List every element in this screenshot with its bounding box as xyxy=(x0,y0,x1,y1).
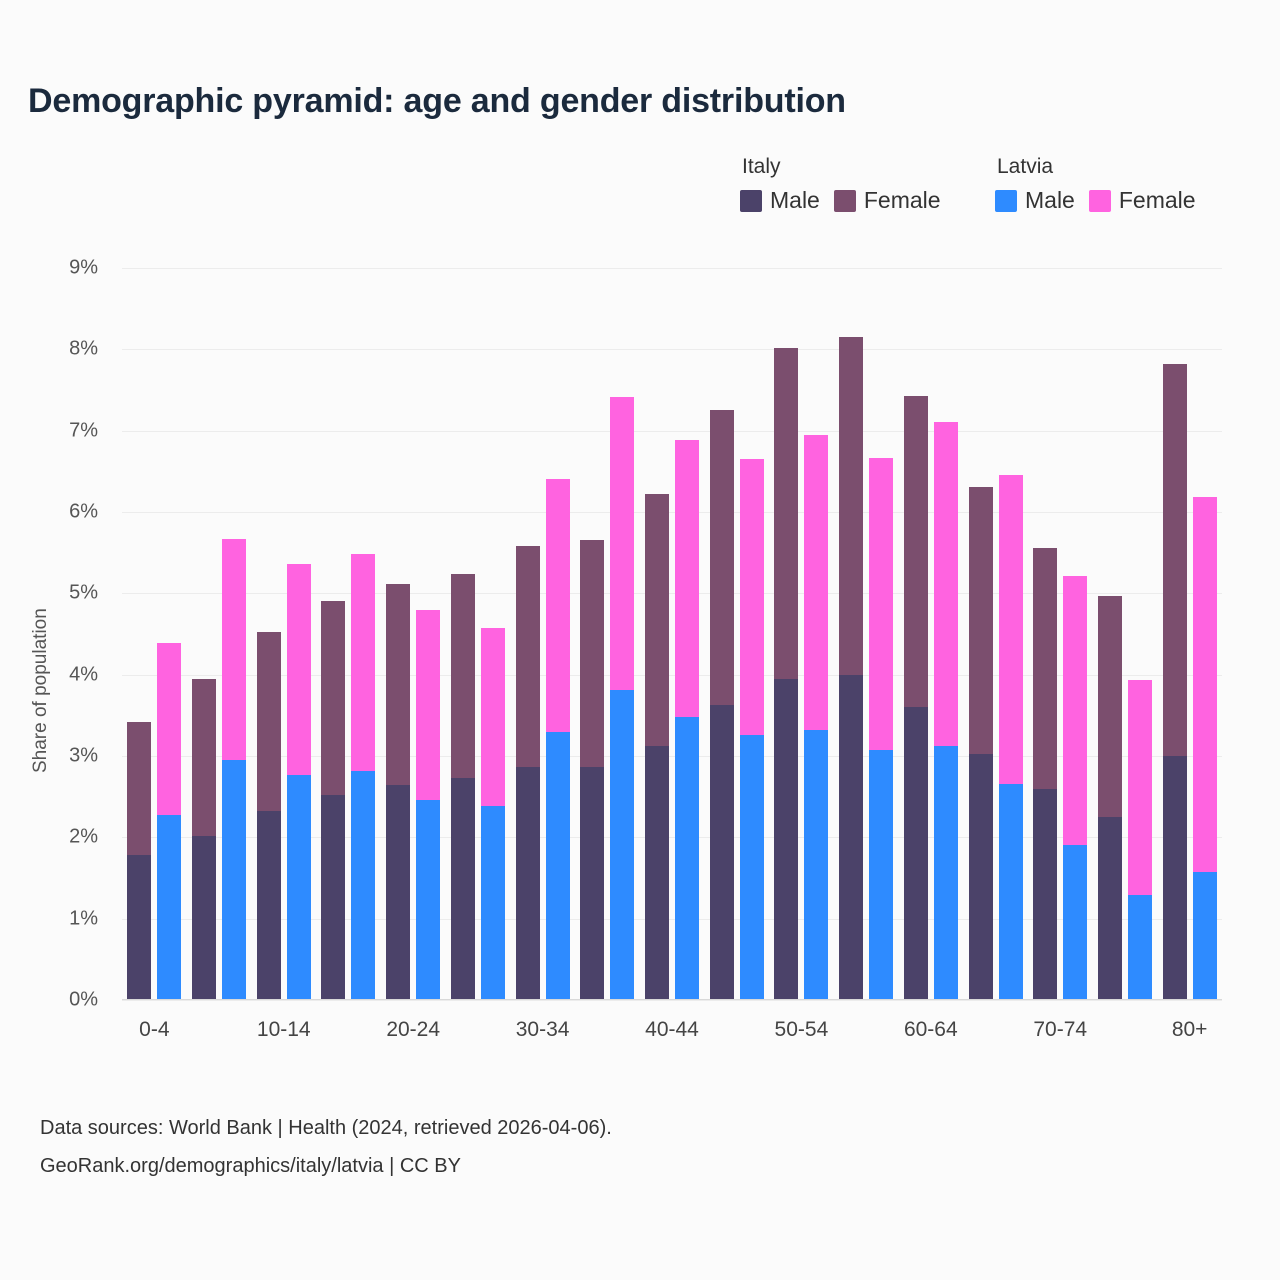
bar-segment-italy-male[interactable] xyxy=(904,707,928,1000)
legend-item-latvia-male[interactable] xyxy=(995,187,1075,214)
bar-segment-italy-female[interactable] xyxy=(645,494,669,746)
bar-segment-italy-male[interactable] xyxy=(1098,817,1122,1000)
legend-group-latvia xyxy=(995,155,1196,214)
bar-segment-latvia-female[interactable] xyxy=(804,435,828,730)
bar-segment-latvia-male[interactable] xyxy=(546,732,570,1000)
bar-segment-italy-male[interactable] xyxy=(451,778,475,1000)
bar-latvia[interactable] xyxy=(869,458,893,1000)
bar-segment-italy-female[interactable] xyxy=(839,337,863,675)
bar-segment-latvia-female[interactable] xyxy=(1128,680,1152,895)
x-tick-label: 80+ xyxy=(1171,1018,1208,1041)
bar-italy[interactable] xyxy=(1033,548,1057,1000)
bar-segment-latvia-female[interactable] xyxy=(1063,576,1087,844)
x-tick-label: 50-54 xyxy=(774,1018,829,1041)
bar-segment-latvia-female[interactable] xyxy=(546,479,570,732)
bar-italy[interactable] xyxy=(645,494,669,1000)
bar-segment-italy-male[interactable] xyxy=(192,836,216,1000)
bar-segment-italy-male[interactable] xyxy=(969,754,993,1000)
bar-segment-italy-male[interactable] xyxy=(127,855,151,1000)
bar-italy[interactable] xyxy=(774,348,798,1000)
bar-segment-latvia-male[interactable] xyxy=(287,775,311,1000)
bar-italy[interactable] xyxy=(969,487,993,1000)
y-tick-label: 2% xyxy=(69,825,98,848)
bar-latvia[interactable] xyxy=(287,564,311,1000)
bar-segment-italy-female[interactable] xyxy=(774,348,798,679)
bar-segment-italy-female[interactable] xyxy=(257,632,281,810)
bar-segment-italy-female[interactable] xyxy=(1098,596,1122,817)
bar-segment-italy-female[interactable] xyxy=(710,410,734,705)
bar-segment-latvia-male[interactable] xyxy=(157,815,181,1000)
y-tick-label: 5% xyxy=(69,581,98,604)
legend-group-italy xyxy=(740,155,941,214)
bar-latvia[interactable] xyxy=(999,475,1023,1000)
bar-italy[interactable] xyxy=(580,540,604,1000)
bar-segment-latvia-male[interactable] xyxy=(675,717,699,1000)
bar-segment-italy-male[interactable] xyxy=(580,767,604,1000)
bar-latvia[interactable] xyxy=(157,643,181,1000)
bar-segment-italy-female[interactable] xyxy=(516,546,540,767)
bar-segment-latvia-female[interactable] xyxy=(287,564,311,775)
bar-segment-italy-male[interactable] xyxy=(839,675,863,1000)
legend-label-latvia-female: Female xyxy=(1118,187,1196,213)
bar-segment-latvia-male[interactable] xyxy=(869,750,893,1001)
bar-segment-italy-female[interactable] xyxy=(386,584,410,785)
bar-segment-latvia-female[interactable] xyxy=(999,475,1023,784)
bar-segment-italy-male[interactable] xyxy=(710,705,734,1000)
bar-latvia[interactable] xyxy=(740,459,764,1000)
bar-latvia[interactable] xyxy=(416,610,440,1000)
x-tick-label: 10-14 xyxy=(256,1018,311,1041)
y-tick-label: 0% xyxy=(69,988,98,1011)
legend-group-title-latvia: Latvia xyxy=(997,155,1054,178)
bar-italy[interactable] xyxy=(451,574,475,1000)
bar-segment-italy-male[interactable] xyxy=(321,795,345,1000)
bar-segment-latvia-female[interactable] xyxy=(222,539,246,760)
y-tick-label: 6% xyxy=(69,500,98,523)
bar-segment-latvia-female[interactable] xyxy=(416,610,440,800)
bar-segment-latvia-male[interactable] xyxy=(999,784,1023,1000)
y-axis xyxy=(0,256,110,1011)
legend-item-italy-male[interactable] xyxy=(740,187,820,214)
legend-item-latvia-female[interactable] xyxy=(1089,187,1196,214)
bar-latvia[interactable] xyxy=(1063,576,1087,1000)
gridline xyxy=(122,512,1222,513)
bar-segment-latvia-female[interactable] xyxy=(351,554,375,772)
bar-latvia[interactable] xyxy=(546,479,570,1000)
plot-area xyxy=(122,268,1222,1000)
x-tick-label: 0-4 xyxy=(139,1018,170,1041)
footer-data-sources: Data sources: World Bank | Health (2024, retrieved 2026-04-06). xyxy=(40,1117,612,1139)
bar-segment-latvia-female[interactable] xyxy=(869,458,893,749)
legend-group-title-italy: Italy xyxy=(742,155,781,178)
bar-segment-italy-female[interactable] xyxy=(192,679,216,836)
bar-italy[interactable] xyxy=(904,396,928,1000)
legend-label-latvia-male: Male xyxy=(1025,187,1075,213)
x-axis-line xyxy=(122,999,1222,1000)
footer-attribution: GeoRank.org/demographics/italy/latvia | CC BY xyxy=(40,1155,461,1177)
bar-segment-italy-male[interactable] xyxy=(1033,789,1057,1000)
bar-italy[interactable] xyxy=(127,722,151,1000)
bar-segment-latvia-male[interactable] xyxy=(934,746,958,1000)
bar-segment-italy-female[interactable] xyxy=(580,540,604,768)
x-tick-label: 60-64 xyxy=(903,1018,958,1041)
bar-segment-italy-female[interactable] xyxy=(321,601,345,795)
y-tick-label: 8% xyxy=(69,337,98,360)
y-tick-label: 1% xyxy=(69,907,98,930)
bar-italy[interactable] xyxy=(257,632,281,1000)
x-tick-label: 30-34 xyxy=(515,1018,570,1041)
bar-segment-italy-male[interactable] xyxy=(774,679,798,1000)
y-axis-title: Share of population xyxy=(30,608,51,773)
bar-latvia[interactable] xyxy=(610,397,634,1000)
bar-segment-italy-female[interactable] xyxy=(127,722,151,855)
bar-latvia[interactable] xyxy=(934,422,958,1000)
bar-segment-latvia-male[interactable] xyxy=(222,760,246,1000)
bar-italy[interactable] xyxy=(192,679,216,1000)
legend-label-italy-female: Female xyxy=(863,187,941,213)
bar-latvia[interactable] xyxy=(1193,497,1217,1000)
bar-segment-latvia-male[interactable] xyxy=(1128,895,1152,1000)
bar-segment-latvia-male[interactable] xyxy=(351,771,375,1000)
bar-latvia[interactable] xyxy=(481,628,505,1000)
bar-segment-latvia-male[interactable] xyxy=(1193,872,1217,1001)
x-tick-label: 40-44 xyxy=(645,1018,699,1041)
bar-segment-latvia-female[interactable] xyxy=(610,397,634,691)
y-tick-label: 4% xyxy=(69,663,98,686)
legend-swatch-italy-female xyxy=(834,190,856,212)
bar-italy[interactable] xyxy=(710,410,734,1000)
y-tick-label: 3% xyxy=(69,744,98,767)
chart-legend xyxy=(740,155,1260,235)
bar-latvia[interactable] xyxy=(804,435,828,1000)
bar-italy[interactable] xyxy=(1163,364,1187,1000)
bar-segment-italy-female[interactable] xyxy=(969,487,993,755)
legend-label-italy-male: Male xyxy=(770,187,820,213)
x-tick-label: 70-74 xyxy=(1033,1018,1088,1041)
bar-segment-latvia-female[interactable] xyxy=(934,422,958,747)
bar-segment-latvia-male[interactable] xyxy=(740,735,764,1000)
bar-latvia[interactable] xyxy=(1128,680,1152,1000)
bar-segment-latvia-male[interactable] xyxy=(804,730,828,1000)
bar-segment-latvia-female[interactable] xyxy=(157,643,181,815)
bar-latvia[interactable] xyxy=(351,553,375,1000)
bar-latvia[interactable] xyxy=(222,539,246,1000)
bar-segment-italy-male[interactable] xyxy=(516,767,540,1000)
bar-segment-italy-male[interactable] xyxy=(257,811,281,1001)
bar-segment-latvia-male[interactable] xyxy=(416,800,440,1000)
bar-segment-italy-female[interactable] xyxy=(904,396,928,708)
bar-segment-italy-female[interactable] xyxy=(1033,548,1057,789)
y-tick-label: 9% xyxy=(69,256,98,279)
bar-italy[interactable] xyxy=(321,601,345,1000)
bar-segment-italy-male[interactable] xyxy=(1163,756,1187,1000)
bar-latvia[interactable] xyxy=(675,440,699,1000)
gridline xyxy=(122,431,1222,432)
legend-swatch-italy-male xyxy=(740,190,762,212)
bar-segment-latvia-male[interactable] xyxy=(610,690,634,1000)
x-tick-label: 20-24 xyxy=(386,1018,441,1041)
bar-segment-latvia-male[interactable] xyxy=(1063,845,1087,1000)
gridline xyxy=(122,268,1222,269)
gridline xyxy=(122,349,1222,350)
bar-segment-italy-male[interactable] xyxy=(386,785,410,1000)
legend-swatch-latvia-male xyxy=(995,190,1017,212)
bar-segment-latvia-female[interactable] xyxy=(675,440,699,717)
bar-segment-italy-female[interactable] xyxy=(451,574,475,778)
legend-swatch-latvia-female xyxy=(1089,190,1111,212)
bar-segment-italy-female[interactable] xyxy=(1163,364,1187,756)
y-tick-label: 7% xyxy=(69,419,98,442)
gridline xyxy=(122,1000,1222,1001)
legend-item-italy-female[interactable] xyxy=(834,187,941,214)
bar-segment-latvia-male[interactable] xyxy=(481,806,505,1000)
bar-segment-latvia-female[interactable] xyxy=(481,628,505,806)
chart-title: Demographic pyramid: age and gender distribution xyxy=(28,82,846,120)
bar-segment-latvia-female[interactable] xyxy=(740,459,764,735)
bar-italy[interactable] xyxy=(516,546,540,1000)
bar-segment-latvia-female[interactable] xyxy=(1193,497,1217,872)
bar-italy[interactable] xyxy=(839,337,863,1000)
bar-italy[interactable] xyxy=(386,584,410,1000)
bar-segment-italy-male[interactable] xyxy=(645,746,669,1000)
bar-italy[interactable] xyxy=(1098,596,1122,1000)
